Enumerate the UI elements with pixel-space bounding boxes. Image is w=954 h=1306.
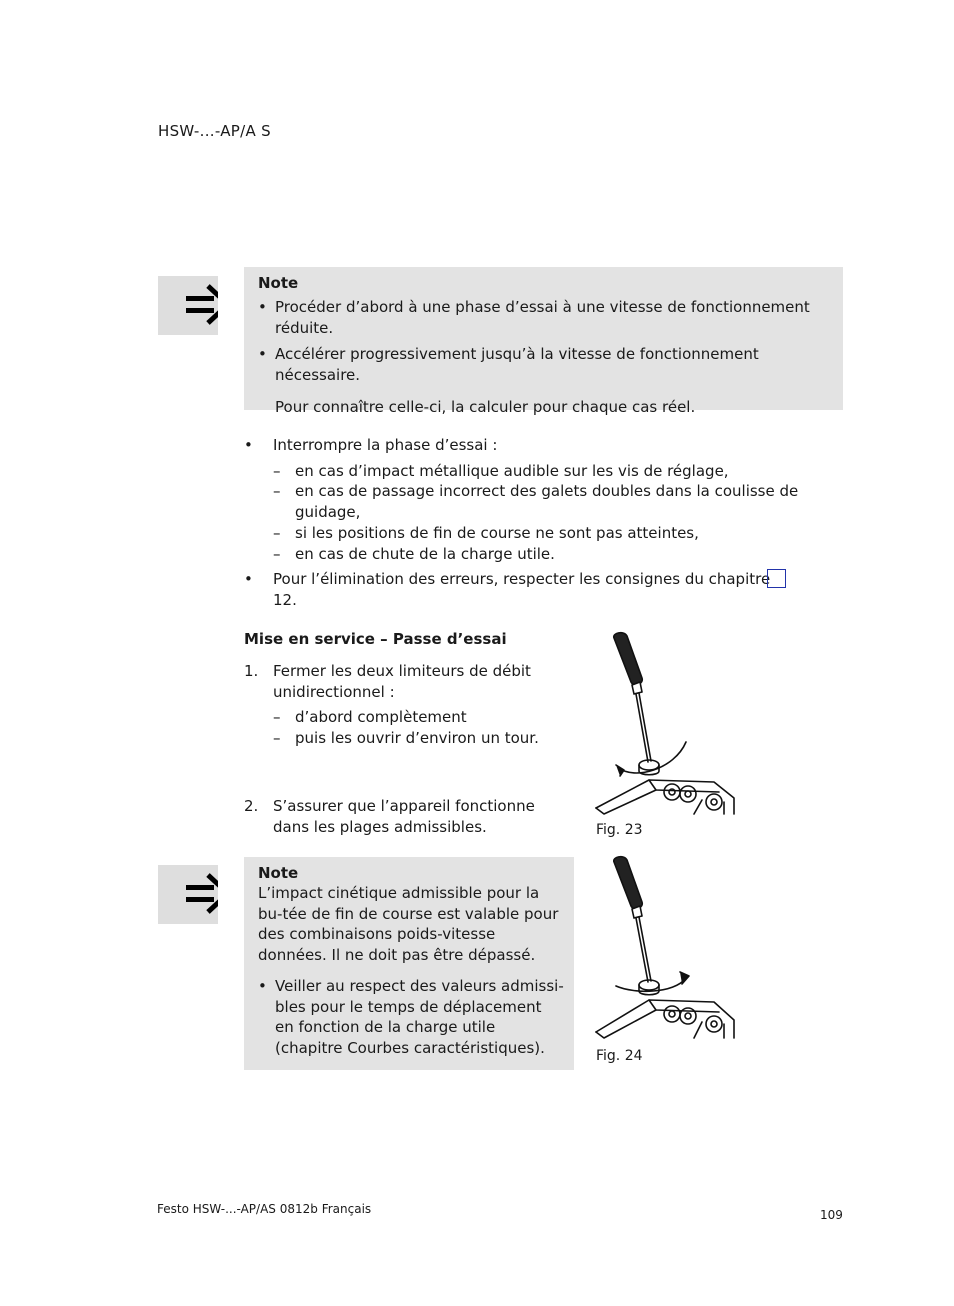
figure-24-caption: Fig. 24 [596, 1048, 643, 1064]
list-item: • Pour l’élimination des erreurs, respecter les consignes du chapitre 12. [244, 569, 804, 610]
main-bullet-list [244, 435, 804, 611]
step-2 [244, 796, 574, 837]
figure-23-caption: Fig. 23 [596, 822, 643, 838]
note-bullet: • Veiller au respect des valeurs admissi-bles pour le temps de déplacement en fonction de la charge utile (chapitre Courbes caractéristiques). [258, 976, 564, 1057]
note-bullet-2: • Accélérer progressivement jusqu’à la vitesse de fonctionnement nécessaire. [258, 345, 759, 385]
note-box-1 [244, 267, 843, 416]
sub-list [244, 461, 804, 565]
step-1 [244, 661, 574, 749]
note-box-2 [244, 857, 574, 1070]
sub-list-item: – en cas de chute de la charge utile. [273, 544, 555, 563]
chapter-link[interactable] [767, 569, 786, 588]
chapter-number: 12. [273, 590, 297, 609]
sub-list-item: – en cas d’impact métallique audible sur les vis de réglage, [273, 461, 729, 480]
note-title: Note [258, 274, 299, 292]
sub-list-item: – puis les ouvrir d’environ un tour. [273, 729, 539, 748]
note-arrow-icon [158, 865, 218, 924]
list-item: • Interrompre la phase d’essai : [244, 436, 498, 454]
step-1-text: 1. Fermer les deux limiteurs de débit unidirectionnel : [244, 662, 531, 701]
note-title: Note [258, 864, 299, 882]
sub-list-item: – en cas de passage incorrect des galets doubles dans la coulisse de guidage, [273, 482, 799, 522]
page-number: 109 [820, 1208, 843, 1222]
section-heading: Mise en service – Passe d’essai [244, 630, 507, 648]
figure-23-image [594, 630, 739, 816]
step-1-sublist [244, 707, 574, 748]
step-2-text: 2. S’assurer que l’appareil fonctionne dans les plages admissibles. [244, 797, 535, 836]
sub-list-item: – d’abord complètement [273, 708, 467, 727]
running-header: HSW-...-AP/A S [158, 122, 271, 140]
note-arrow-icon [158, 276, 218, 335]
note-bullet-1: • Procéder d’abord à une phase d’essai à une vitesse de fonctionnement réduite. [258, 298, 810, 337]
note-extra-text: Pour connaître celle-ci, la calculer pour chaque cas réel. [275, 397, 696, 416]
footer-text: Festo HSW-...-AP/AS 0812b Français [157, 1202, 372, 1216]
note-text: L’impact cinétique admissible pour la bu-tée de fin de course est valable pour des combinaisons poids-vitesse données. Il ne doit pas être dépassé. [258, 884, 559, 965]
figure-24-image [594, 854, 739, 1040]
sub-list-item: – si les positions de fin de course ne sont pas atteintes, [273, 523, 699, 542]
